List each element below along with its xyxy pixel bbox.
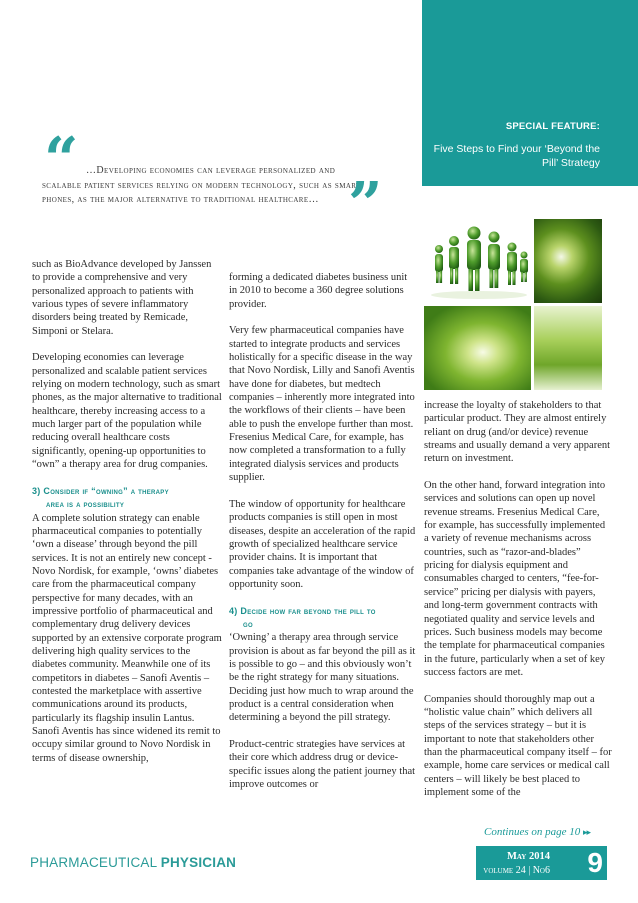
heading-line: go bbox=[243, 618, 253, 629]
photo-green-water bbox=[534, 306, 602, 390]
article-column-2 bbox=[229, 271, 417, 791]
photo-green-abstract bbox=[534, 219, 602, 303]
paragraph: Developing economies can leverage personalized and scalable patient services relying on modern technology, such as smart phones, as the major alternative to traditional healthcare, thereby increasing access to a much larger part of the population while reducing overall healthcare costs significantly, opening-up opportunities to “own” a therapy area for drug companies. bbox=[32, 352, 222, 471]
open-quote-mark: “ bbox=[44, 125, 79, 195]
continues-text: Continues on page 10 bbox=[484, 826, 581, 838]
heading-line: 3) Consider if “owning” a therapy bbox=[32, 485, 169, 496]
paragraph: Very few pharmaceutical companies have started to integrate products and services holistically for a specific disease in the way that Novo Nordisk, Lilly and Sanofi Aventis have done for diabetes, but medtech companies – inherently more integrated into the workflows of their clients – have been able to push the envelope further than most. Fresenius Medical Care, for example, has now completed a transformation to a fully integrated dialysis services and products supplier. bbox=[229, 325, 415, 484]
issue-info-box bbox=[476, 846, 607, 880]
page-number: 9 bbox=[587, 847, 603, 878]
article-column-1 bbox=[32, 258, 222, 765]
heading-line: 4) Decide how far beyond the pill to bbox=[229, 605, 376, 616]
brand-light: PHARMACEUTICAL bbox=[30, 855, 157, 870]
close-quote-mark: ” bbox=[348, 170, 383, 240]
brand-bold: PHYSICIAN bbox=[160, 855, 237, 870]
photo-green-figures bbox=[424, 219, 531, 303]
continues-link[interactable] bbox=[484, 826, 590, 838]
pull-quote bbox=[42, 164, 372, 208]
article-column-3 bbox=[424, 399, 612, 799]
paragraph: The window of opportunity for healthcare products companies is still open in most diseases, despite an acceleration of the rapid growth of specialized healthcare service provider chains. It is important that companies take advantage of the window of opportunity soon. bbox=[229, 498, 416, 590]
issue-volume: volume 24 | No6 bbox=[483, 865, 550, 876]
paragraph: Companies should thoroughly map out a “holistic value chain” which delivers all steps of the services strategy – but it is important to note that stakeholders other than the pharmaceutical company itself – for example, home care services or medical call centers – will likely be best placed to implement some of the bbox=[424, 693, 612, 798]
paragraph: ‘Owning’ a therapy area through service provision is about as far beyond the pill as it is possible to go – and this obviously won’t be the right strategy for many situations. Deciding just how much to wrap around the product is a central consideration when determining a beyond the pill strategy. bbox=[229, 632, 416, 724]
section-heading-3 bbox=[32, 485, 222, 512]
special-feature-label: SPECIAL FEATURE: bbox=[505, 121, 600, 132]
paragraph: On the other hand, forward integration into services and solutions can open up novel revenue streams. Fresenius Medical Care, for example, has successfully implemented a variety of revenue mechanisms across countries, such as “razor-and-blades” pricing for dialysis equipment and consumables charged to centers, “fee-for-service” pricing per dialysis with payers, and long-term government contracts with negotiated quality and service levels and prices. Such business models may become the template for pharmaceutical companies in the future, particularly when a set of key success factors are met. bbox=[424, 480, 606, 678]
paragraph: Product-centric strategies have services at their core which address drug or device-specific issues along the patient journey that improve outcomes or bbox=[229, 739, 416, 791]
green-figures-illustration bbox=[424, 219, 531, 303]
photo-green-light bbox=[424, 306, 531, 390]
heading-line: area is a possibility bbox=[46, 499, 125, 510]
paragraph: such as BioAdvance developed by Janssen to provide a comprehensive and very personalized approach to patients with various types of severe inflammatory disorders being treated by Remicade, Simponi or Stelara. bbox=[32, 259, 212, 337]
publication-brand bbox=[30, 855, 236, 870]
special-feature-subtitle: Five Steps to Find your ‘Beyond the Pill’ Strategy bbox=[433, 143, 600, 169]
feature-photo-collage bbox=[424, 219, 602, 390]
paragraph: A complete solution strategy can enable pharmaceutical companies to potentially ‘own a disease’ through beyond the pill services. It is not an entirely new concept - Novo Nordisk, for example, ‘owns’ diabetes care from the pharmaceutical company perspective for many decades, with an impressive portfolio of pharmaceutical and complementary drug delivery devices supported by an extensive corporate program delivering high quality services to the diabetes community. Meanwhile one of its competitors in diabetes – Sanofi Aventis –contested the marketplace with assertive communications around its products, particularly its flagship insulin Lantus. Sanofi Aventis has since widened its remit to occupy similar ground to Novo Nordisk in terms of disease ownership, bbox=[32, 512, 222, 764]
paragraph: forming a dedicated diabetes business unit in 2010 to become a 360 degree solutions provider. bbox=[229, 272, 408, 310]
section-heading-4 bbox=[229, 605, 417, 632]
paragraph: increase the loyalty of stakeholders to that particular product. They are almost entirely reliant on drug (and/or device) revenue streams and usually demand a very apparent return on investment. bbox=[424, 400, 611, 465]
pull-quote-text: …Developing economies can leverage personalized and scalable patient services relying on modern technology, such as smart phones, as the major alternative to traditional healthcare… bbox=[42, 165, 361, 205]
double-arrow-icon: ▸▸ bbox=[583, 827, 591, 837]
issue-date: May 2014 bbox=[506, 851, 550, 862]
